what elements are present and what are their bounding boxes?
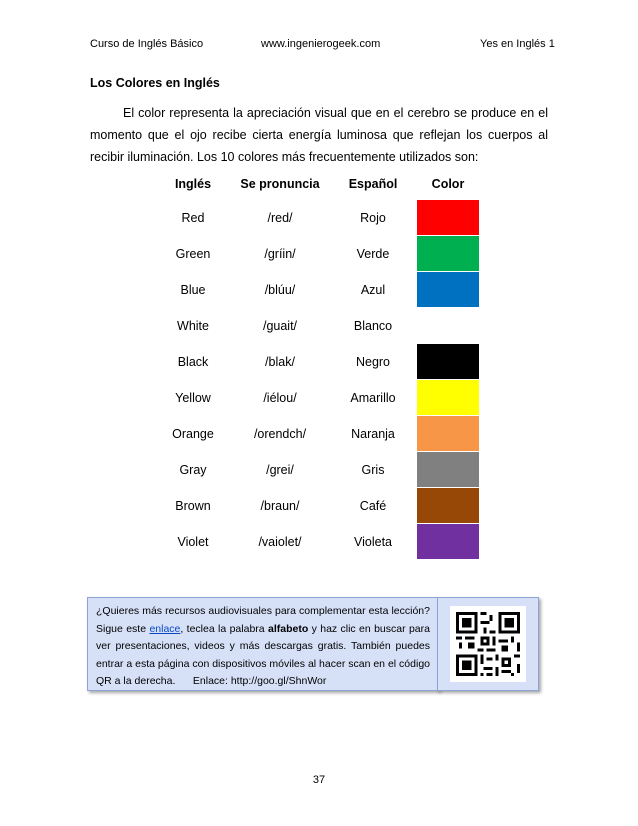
pronunciation: /iélou/ [263,391,297,405]
color-swatch [417,524,479,559]
table-row [0,416,638,452]
pronunciation: /braun/ [260,499,300,513]
english-word: Yellow [175,391,211,405]
pronunciation: /red/ [267,211,293,225]
table-row [0,380,638,416]
resources-box [87,597,439,691]
table-row [0,236,638,272]
spanish-word: Negro [355,355,391,369]
color-swatch [417,416,479,451]
header-book-title: Yes en Inglés 1 [480,38,555,50]
spanish-word: Azul [360,283,386,297]
pronunciation: /orendch/ [253,427,307,441]
table-row [0,452,638,488]
pronunciation: /blúu/ [264,283,296,297]
color-swatch [417,272,479,307]
english-word: Blue [180,283,206,297]
header-spanish: Español [348,177,398,191]
pronunciation: /blak/ [265,355,295,369]
qr-box [437,597,539,691]
color-swatch [417,200,479,235]
english-word: Gray [179,463,207,477]
table-row [0,308,638,344]
color-swatch [417,236,479,271]
header-course-title: Curso de Inglés Básico [90,38,204,50]
spanish-word: Amarillo [350,391,396,405]
english-word: Brown [175,499,211,513]
table-row [0,272,638,308]
color-swatch [417,344,479,379]
qr-code-icon[interactable] [450,606,526,682]
resources-text [96,603,430,691]
spanish-word: Blanco [353,319,393,333]
section-title: Los Colores en Inglés [90,76,220,90]
color-swatch [417,488,479,523]
page-number: 37 [312,774,326,786]
english-word: Red [181,211,205,225]
short-link-text: Enlace: http://goo.gl/ShnWor [192,675,327,687]
header-color: Color [431,177,465,191]
header-english: Inglés [174,177,212,191]
table-row [0,524,638,560]
table-row [0,200,638,236]
english-word: Violet [177,535,209,549]
pronunciation: /grei/ [266,463,294,477]
resources-link[interactable]: enlace [149,622,181,635]
header-pronunciation: Se pronuncia [240,177,320,191]
color-swatch [417,452,479,487]
spanish-word: Violeta [354,535,392,549]
color-swatch [417,380,479,415]
pronunciation: /guait/ [262,319,298,333]
table-row [0,488,638,524]
resources-text-part: ¿Quieres más recursos audiovisuales para complementar esta lección? Sigue este [96,605,430,635]
spanish-word: Verde [356,247,390,261]
keyword-bold: alfabeto [267,622,309,635]
pronunciation: /gríin/ [264,247,296,261]
header-website: www.ingenierogeek.com [261,38,381,50]
resources-text-part: y haz clic en buscar para ver presentaciones, videos y más descargas gratis. También puedes entrar a esta página con dispositivos móviles al hacer scan en el código QR a la derecha. [96,622,430,687]
spanish-word: Café [359,499,387,513]
spanish-word: Gris [361,463,385,477]
spanish-word: Naranja [351,427,395,441]
table-row [0,344,638,380]
resources-text-part: , teclea la palabra [180,622,268,635]
english-word: Green [175,247,211,261]
english-word: White [177,319,209,333]
english-word: Orange [172,427,214,441]
pronunciation: /vaiolet/ [258,535,302,549]
qr-code-graphic [450,606,526,682]
color-swatch [417,308,479,343]
spanish-word: Rojo [360,211,386,225]
intro-paragraph: El color representa la apreciación visual que en el cerebro se produce en el momento que el ojo recibe cierta energía luminosa que reflejan los cuerpos al recibir iluminación. Los 10 colores más frecuentemente utilizados son: [90,106,548,164]
english-word: Black [177,355,209,369]
